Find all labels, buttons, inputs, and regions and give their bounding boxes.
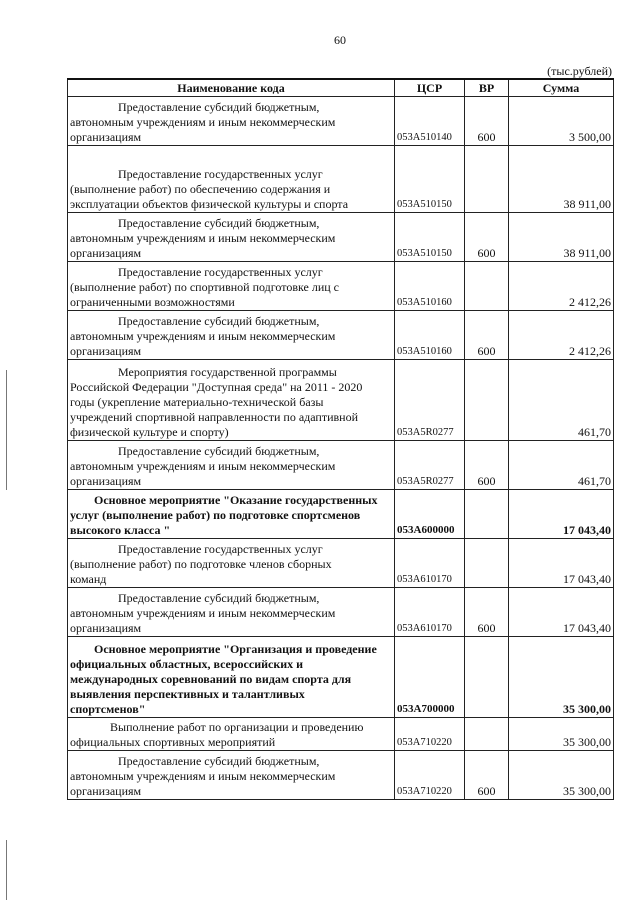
header-name: Наименование кода (68, 79, 395, 97)
row-vr (465, 718, 509, 751)
row-name-line: Предоставление субсидий бюджетным, (118, 216, 320, 230)
row-name-line: автономным учреждениям и иным некоммерческим (70, 231, 336, 245)
row-csr: 053A510160 (395, 311, 465, 360)
row-sum: 2 412,26 (509, 262, 614, 311)
row-sum: 38 911,00 (509, 146, 614, 213)
table-row (68, 97, 614, 146)
row-sum: 35 300,00 (509, 637, 614, 718)
row-name-line: (выполнение работ) по спортивной подготовке лиц с (70, 280, 340, 294)
row-name (68, 718, 395, 751)
row-sum: 17 043,40 (509, 490, 614, 539)
row-name-line: годы (укрепление материально-технической базы (70, 395, 324, 409)
row-name-line: эксплуатации объектов физической культуры и спорта (70, 197, 349, 211)
row-name-line: автономным учреждениям и иным некоммерческим (70, 769, 336, 783)
row-vr: 600 (465, 213, 509, 262)
row-name-line: автономным учреждениям и иным некоммерческим (70, 606, 336, 620)
row-name-line: официальных областных, всероссийских и (70, 657, 304, 671)
row-name-line: Российской Федерации "Доступная среда" на 2011 - 2020 (70, 380, 363, 394)
row-csr: 053A610170 (395, 588, 465, 637)
table-row (68, 539, 614, 588)
row-name-line: организациям (70, 474, 142, 488)
row-csr: 053A5R0277 (395, 441, 465, 490)
row-csr: 053A610170 (395, 539, 465, 588)
row-name-line: Предоставление государственных услуг (118, 542, 323, 556)
row-name-line: команд (70, 572, 107, 586)
row-csr: 053A710220 (395, 751, 465, 800)
row-sum: 35 300,00 (509, 751, 614, 800)
unit-note: (тыс.рублей) (547, 64, 612, 78)
row-name-line: Предоставление субсидий бюджетным, (118, 754, 320, 768)
row-name-line: организациям (70, 344, 142, 358)
row-vr (465, 539, 509, 588)
row-vr (465, 146, 509, 213)
row-name (68, 262, 395, 311)
row-name (68, 360, 395, 441)
row-name (68, 637, 395, 718)
table-row (68, 490, 614, 539)
row-vr (465, 262, 509, 311)
table-row (68, 637, 614, 718)
row-csr: 053A510150 (395, 213, 465, 262)
row-name-line: Предоставление субсидий бюджетным, (118, 591, 320, 605)
margin-mark (6, 840, 7, 900)
row-csr: 053A700000 (395, 637, 465, 718)
row-name-line: автономным учреждениям и иным некоммерческим (70, 329, 336, 343)
row-sum: 35 300,00 (509, 718, 614, 751)
row-vr: 600 (465, 311, 509, 360)
margin-mark (6, 370, 7, 490)
row-name-line: учреждений спортивной направленности по адаптивной (70, 410, 359, 424)
row-name-line: Основное мероприятие "Организация и проведение (94, 642, 377, 656)
row-name-line: выявления перспективных и талантливых (70, 687, 305, 701)
row-name-line: автономным учреждениям и иным некоммерческим (70, 115, 336, 129)
row-name-line: ограниченными возможностями (70, 295, 235, 309)
row-name-line: Основное мероприятие "Оказание государственных (94, 493, 378, 507)
page-number: 60 (334, 33, 346, 47)
table-row (68, 146, 614, 213)
row-csr: 053A510140 (395, 97, 465, 146)
row-sum: 3 500,00 (509, 97, 614, 146)
row-name (68, 146, 395, 213)
row-csr: 053A5R0277 (395, 360, 465, 441)
row-csr: 053A510160 (395, 262, 465, 311)
table-row (68, 311, 614, 360)
row-name-line: услуг (выполнение работ) по подготовке спортсменов (70, 508, 361, 522)
table-row (68, 718, 614, 751)
row-name-line: высокого класса " (70, 523, 171, 537)
row-vr: 600 (465, 97, 509, 146)
table-row (68, 213, 614, 262)
table-row (68, 751, 614, 800)
table-row (68, 588, 614, 637)
row-vr: 600 (465, 441, 509, 490)
row-name-line: Выполнение работ по организации и проведению (110, 720, 364, 734)
row-name-line: Предоставление государственных услуг (118, 167, 323, 181)
header-csr: ЦСР (395, 79, 465, 97)
row-name (68, 539, 395, 588)
row-name (68, 97, 395, 146)
header-sum: Сумма (509, 79, 614, 97)
table-header-row (68, 79, 614, 97)
row-name (68, 213, 395, 262)
table-row (68, 441, 614, 490)
row-name-line: организациям (70, 621, 142, 635)
row-name-line: организациям (70, 246, 142, 260)
row-sum: 461,70 (509, 360, 614, 441)
row-vr (465, 490, 509, 539)
row-sum: 38 911,00 (509, 213, 614, 262)
row-name-line: Предоставление субсидий бюджетным, (118, 100, 320, 114)
row-name-line: официальных спортивных мероприятий (70, 735, 276, 749)
row-csr: 053A710220 (395, 718, 465, 751)
row-name-line: Предоставление государственных услуг (118, 265, 323, 279)
row-name-line: Предоставление субсидий бюджетным, (118, 314, 320, 328)
row-name-line: организациям (70, 130, 142, 144)
row-name-line: Предоставление субсидий бюджетным, (118, 444, 320, 458)
row-name-line: физической культуре и спорту) (70, 425, 229, 439)
row-sum: 2 412,26 (509, 311, 614, 360)
header-vr: ВР (465, 79, 509, 97)
row-name-line: международных соревнований по видам спорта для (70, 672, 352, 686)
row-name-line: (выполнение работ) по обеспечению содержания и (70, 182, 331, 196)
budget-table (67, 78, 614, 800)
row-sum: 461,70 (509, 441, 614, 490)
row-vr: 600 (465, 588, 509, 637)
row-vr: 600 (465, 751, 509, 800)
row-csr: 053A600000 (395, 490, 465, 539)
row-sum: 17 043,40 (509, 588, 614, 637)
row-name (68, 751, 395, 800)
row-csr: 053A510150 (395, 146, 465, 213)
row-name (68, 441, 395, 490)
row-name-line: организациям (70, 784, 142, 798)
row-name-line: автономным учреждениям и иным некоммерческим (70, 459, 336, 473)
row-name-line: Мероприятия государственной программы (118, 365, 337, 379)
row-sum: 17 043,40 (509, 539, 614, 588)
row-name (68, 311, 395, 360)
row-name (68, 490, 395, 539)
table-row (68, 262, 614, 311)
row-vr (465, 360, 509, 441)
row-name-line: (выполнение работ) по подготовке членов сборных (70, 557, 332, 571)
row-name-line: спортсменов" (70, 702, 146, 716)
row-name (68, 588, 395, 637)
table-body (68, 97, 614, 800)
row-vr (465, 637, 509, 718)
table-row (68, 360, 614, 441)
